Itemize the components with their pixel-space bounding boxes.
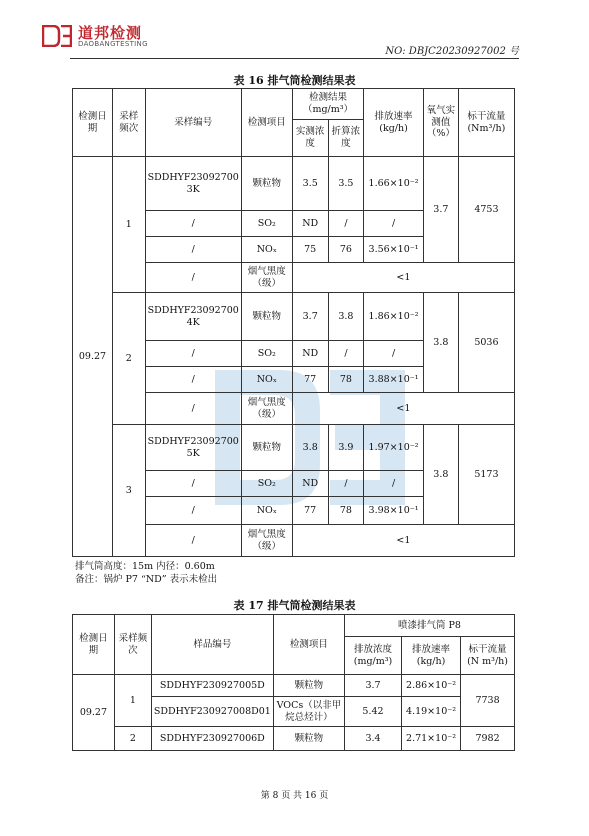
company-name-en: DAOBANGTESTING (78, 40, 148, 48)
converted-cell: / (328, 211, 364, 237)
table-row (73, 293, 515, 341)
item-cell: SO₂ (241, 341, 292, 367)
rate-cell: 3.88×10⁻¹ (364, 367, 424, 393)
date-cell: 09.27 (73, 157, 113, 557)
frequency-cell: 3 (112, 425, 145, 557)
rate-cell: 1.66×10⁻² (364, 157, 424, 211)
table17-caption: 表 17 排气筒检测结果表 (233, 599, 356, 612)
item-cell: VOCs（以非甲烷总烃计） (273, 697, 344, 727)
item-cell: NOₓ (241, 497, 292, 525)
measured-cell: 75 (292, 237, 328, 263)
company-logo-icon (42, 25, 72, 47)
sample-no-cell: / (145, 341, 241, 367)
item-cell: 颗粒物 (273, 675, 344, 697)
sample-no-cell: / (145, 367, 241, 393)
stack-dimensions-note: 排气筒高度：15m 内径：0.60m (75, 561, 215, 572)
table-row (73, 157, 515, 211)
table16-caption: 表 16 排气筒检测结果表 (233, 74, 356, 87)
col-header-date: 检测日期 (73, 615, 115, 675)
flow-cell: 7738 (461, 675, 515, 727)
item-cell: 颗粒物 (273, 727, 344, 751)
concentration-cell: 3.7 (345, 675, 402, 697)
item-cell: 烟气黑度（级） (241, 525, 292, 557)
converted-cell: / (328, 471, 364, 497)
rate-cell: 2.86×10⁻² (402, 675, 461, 697)
item-cell: 烟气黑度（级） (241, 263, 292, 293)
col-header-frequency: 采样频次 (112, 89, 145, 157)
smoke-value-cell: <1 (292, 393, 514, 425)
converted-cell: 3.8 (328, 293, 364, 341)
col-header-item: 检测项目 (241, 89, 292, 157)
item-cell: 颗粒物 (241, 293, 292, 341)
flow-cell: 7982 (461, 727, 515, 751)
measured-cell: 3.8 (292, 425, 328, 471)
rate-cell: 2.71×10⁻² (402, 727, 461, 751)
rate-cell: / (364, 341, 424, 367)
item-cell: NOₓ (241, 367, 292, 393)
col-header-measured: 实测浓度 (292, 120, 328, 157)
sample-no-cell: SDDHYF23092700 4K (145, 293, 241, 341)
document-number: NO: DBJC20230927002 号 (385, 46, 519, 57)
flow-cell: 4753 (458, 157, 514, 263)
measured-cell: ND (292, 211, 328, 237)
col-header-rate: 排放速率 (kg/h) (364, 89, 424, 157)
header-divider (70, 58, 519, 59)
exhaust-results-table-17 (72, 614, 515, 751)
col-header-item: 检测项目 (273, 615, 344, 675)
measured-cell: ND (292, 471, 328, 497)
col-header-stack-p8: 喷漆排气筒 P8 (345, 615, 515, 637)
table-row (73, 727, 515, 751)
rate-cell: / (364, 211, 424, 237)
smoke-value-cell: <1 (292, 525, 514, 557)
sample-no-cell: SDDHYF23092700 5K (145, 425, 241, 471)
measured-cell: 3.7 (292, 293, 328, 341)
smoke-value-cell: <1 (292, 263, 514, 293)
sample-no-cell: SDDHYF230927008D01 (151, 697, 273, 727)
converted-cell: 78 (328, 367, 364, 393)
sample-no-cell: / (145, 237, 241, 263)
rate-cell: 3.98×10⁻¹ (364, 497, 424, 525)
sample-no-cell: / (145, 497, 241, 525)
sample-no-cell: SDDHYF23092700 3K (145, 157, 241, 211)
sample-no-cell: SDDHYF230927006D (151, 727, 273, 751)
oxygen-cell: 3.7 (423, 157, 458, 263)
converted-cell: 76 (328, 237, 364, 263)
item-cell: 颗粒物 (241, 425, 292, 471)
sample-no-cell: / (145, 211, 241, 237)
page-header (0, 0, 589, 60)
col-header-frequency: 采样频次 (114, 615, 151, 675)
concentration-cell: 3.4 (345, 727, 402, 751)
page-number: 第 8 页 共 16 页 (260, 791, 329, 801)
item-cell: SO₂ (241, 471, 292, 497)
sample-no-cell: SDDHYF230927005D (151, 675, 273, 697)
rate-cell: 4.19×10⁻² (402, 697, 461, 727)
rate-cell: 3.56×10⁻¹ (364, 237, 424, 263)
col-header-sample-no: 样品编号 (151, 615, 273, 675)
measured-cell: 3.5 (292, 157, 328, 211)
remarks-note: 备注：锅炉 P7 “ND” 表示未检出 (75, 574, 218, 585)
col-header-flow: 标干流量 (N m³/h) (461, 637, 515, 675)
converted-cell: / (328, 341, 364, 367)
converted-cell: 3.9 (328, 425, 364, 471)
rate-cell: 1.97×10⁻² (364, 425, 424, 471)
col-header-converted: 折算浓度 (328, 120, 364, 157)
item-cell: NOₓ (241, 237, 292, 263)
frequency-cell: 2 (114, 727, 151, 751)
col-header-sample-no: 采样编号 (145, 89, 241, 157)
col-header-oxygen: 氧气实测值（%） (423, 89, 458, 157)
oxygen-cell: 3.8 (423, 293, 458, 393)
frequency-cell: 1 (112, 157, 145, 293)
col-header-concentration: 排放浓度 (mg/m³) (345, 637, 402, 675)
col-header-flow: 标干流量 (Nm³/h) (458, 89, 514, 157)
col-header-rate: 排放速率 (kg/h) (402, 637, 461, 675)
exhaust-results-table-16 (72, 88, 515, 557)
date-cell: 09.27 (73, 675, 115, 751)
measured-cell: 77 (292, 497, 328, 525)
sample-no-cell: / (145, 525, 241, 557)
sample-no-cell: / (145, 471, 241, 497)
table-row (73, 675, 515, 697)
frequency-cell: 2 (112, 293, 145, 425)
measured-cell: 77 (292, 367, 328, 393)
item-cell: 烟气黑度（级） (241, 393, 292, 425)
item-cell: 颗粒物 (241, 157, 292, 211)
converted-cell: 3.5 (328, 157, 364, 211)
measured-cell: ND (292, 341, 328, 367)
frequency-cell: 1 (114, 675, 151, 727)
converted-cell: 78 (328, 497, 364, 525)
oxygen-cell: 3.8 (423, 425, 458, 525)
rate-cell: / (364, 471, 424, 497)
rate-cell: 1.86×10⁻² (364, 293, 424, 341)
flow-cell: 5173 (458, 425, 514, 525)
flow-cell: 5036 (458, 293, 514, 393)
concentration-cell: 5.42 (345, 697, 402, 727)
table-row (73, 425, 515, 471)
sample-no-cell: / (145, 263, 241, 293)
company-name: 道邦检测 (78, 24, 143, 42)
sample-no-cell: / (145, 393, 241, 425)
col-header-result: 检测结果 （mg/m³） (292, 89, 363, 120)
item-cell: SO₂ (241, 211, 292, 237)
col-header-date: 检测日期 (73, 89, 113, 157)
